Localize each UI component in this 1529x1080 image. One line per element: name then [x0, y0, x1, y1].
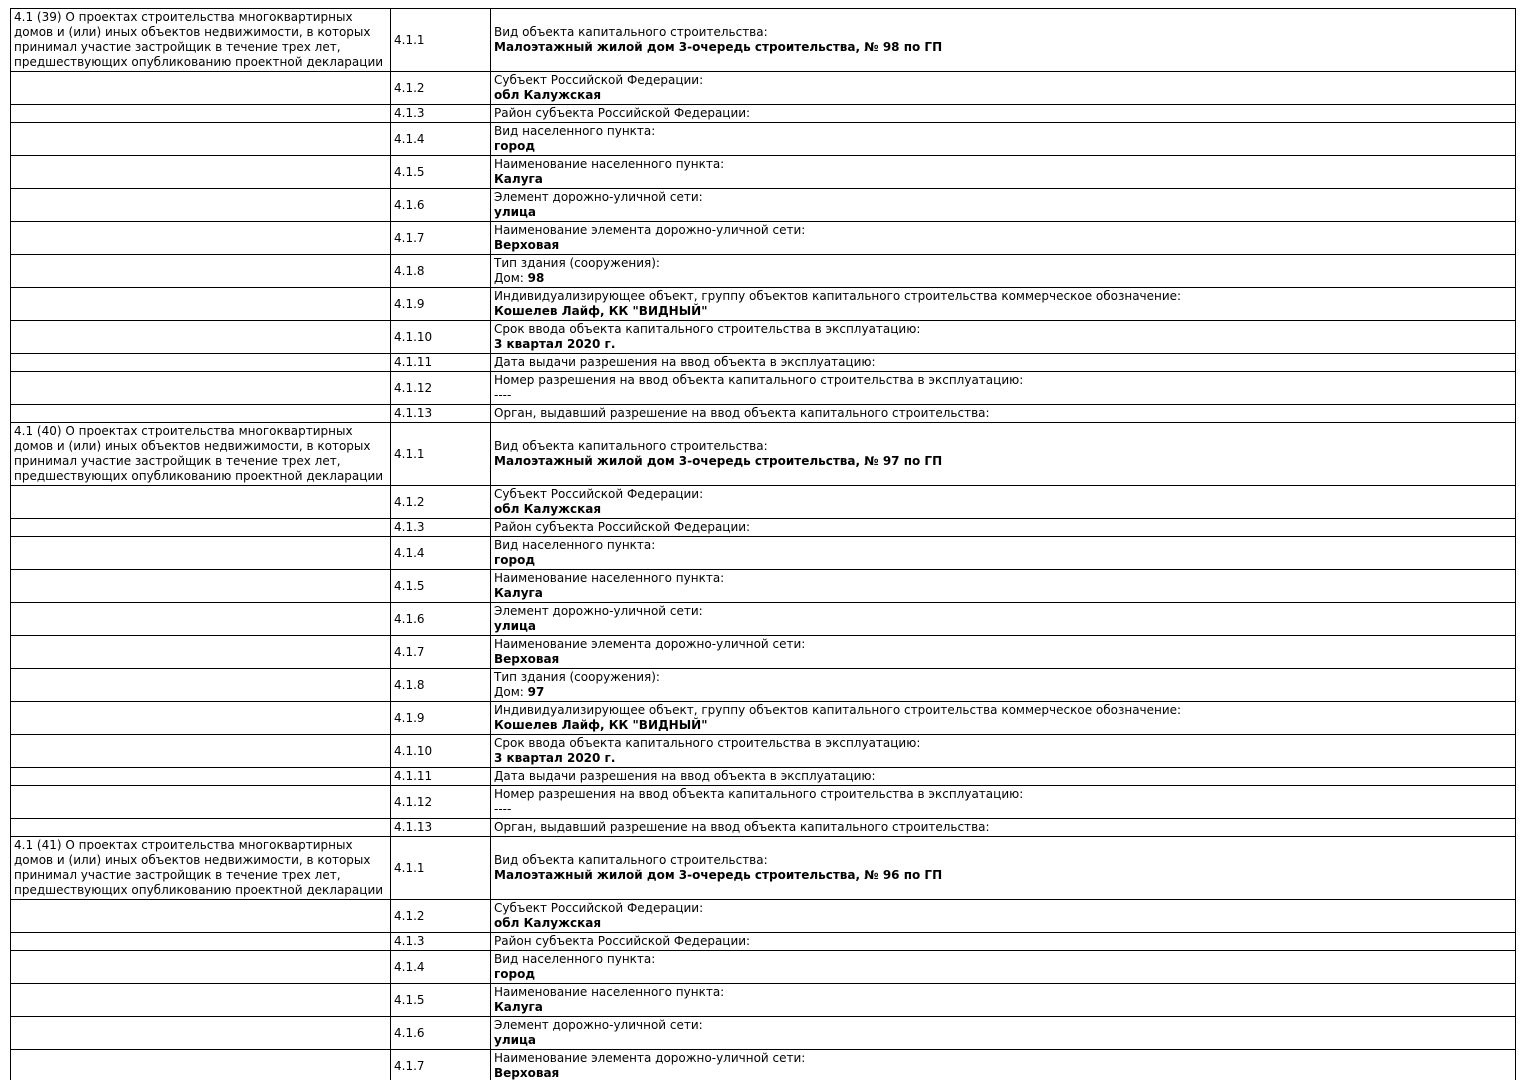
- section-description-empty-cell: [11, 603, 391, 636]
- section-description-empty-cell: [11, 951, 391, 984]
- section-description-cell: 4.1 (41) О проектах строительства многоквартирных домов и (или) иных объектов недвижимости, в которых принимал участие застройщик в течение трех лет, предшествующих опубликованию проектной декларации: [11, 837, 391, 900]
- table-row: [11, 669, 1516, 702]
- section-description-empty-cell: [11, 702, 391, 735]
- table-row: [11, 423, 1516, 486]
- field-value: ----: [494, 802, 512, 816]
- table-row: [11, 636, 1516, 669]
- row-code-cell: 4.1.2: [391, 900, 491, 933]
- field-value: [494, 271, 1512, 286]
- field-label: Вид населенного пункта:: [494, 124, 656, 138]
- table-row: [11, 9, 1516, 72]
- field-label: Номер разрешения на ввод объекта капитального строительства в эксплуатацию:: [494, 787, 1024, 801]
- field-cell: [491, 837, 1516, 900]
- field-cell: [491, 405, 1516, 423]
- table-row: [11, 702, 1516, 735]
- declaration-table-body: [11, 9, 1516, 1080]
- field-label: Дата выдачи разрешения на ввод объекта в эксплуатацию:: [494, 355, 876, 369]
- row-code-cell: 4.1.3: [391, 105, 491, 123]
- table-row: [11, 735, 1516, 768]
- field-label: Орган, выдавший разрешение на ввод объекта капитального строительства:: [494, 406, 990, 420]
- field-cell: [491, 9, 1516, 72]
- section-description-empty-cell: [11, 1050, 391, 1080]
- row-code-cell: 4.1.9: [391, 702, 491, 735]
- table-row: [11, 156, 1516, 189]
- field-cell: [491, 636, 1516, 669]
- field-label: Вид населенного пункта:: [494, 538, 656, 552]
- row-code-cell: 4.1.10: [391, 735, 491, 768]
- field-value: Кошелев Лайф, КК "ВИДНЫЙ": [494, 304, 708, 318]
- field-cell: [491, 537, 1516, 570]
- field-label: Вид объекта капитального строительства:: [494, 439, 768, 453]
- section-description-empty-cell: [11, 786, 391, 819]
- row-code-cell: 4.1.2: [391, 486, 491, 519]
- row-code-cell: 4.1.8: [391, 255, 491, 288]
- field-value: Малоэтажный жилой дом 3-очередь строительства, № 96 по ГП: [494, 868, 943, 882]
- field-value: Малоэтажный жилой дом 3-очередь строительства, № 98 по ГП: [494, 40, 943, 54]
- row-code-cell: 4.1.5: [391, 156, 491, 189]
- field-cell: [491, 519, 1516, 537]
- section-description-cell: 4.1 (39) О проектах строительства многоквартирных домов и (или) иных объектов недвижимости, в которых принимал участие застройщик в течение трех лет, предшествующих опубликованию проектной декларации: [11, 9, 391, 72]
- field-label: Субъект Российской Федерации:: [494, 73, 704, 87]
- table-row: [11, 372, 1516, 405]
- field-cell: [491, 423, 1516, 486]
- section-description-empty-cell: [11, 222, 391, 255]
- field-label: Тип здания (сооружения):: [494, 256, 660, 270]
- section-description-empty-cell: [11, 735, 391, 768]
- table-row: [11, 486, 1516, 519]
- field-cell: [491, 786, 1516, 819]
- row-code-cell: 4.1.10: [391, 321, 491, 354]
- field-label: Район субъекта Российской Федерации:: [494, 934, 751, 948]
- field-value: улица: [494, 619, 537, 633]
- table-row: [11, 786, 1516, 819]
- table-row: [11, 288, 1516, 321]
- field-value: улица: [494, 1033, 537, 1047]
- field-cell: [491, 189, 1516, 222]
- field-cell: [491, 951, 1516, 984]
- field-value: Калуга: [494, 1000, 543, 1014]
- section-description-empty-cell: [11, 768, 391, 786]
- section-description-empty-cell: [11, 255, 391, 288]
- field-label: Наименование элемента дорожно-уличной сети:: [494, 637, 806, 651]
- row-code-cell: 4.1.4: [391, 123, 491, 156]
- section-description-empty-cell: [11, 819, 391, 837]
- section-description-empty-cell: [11, 123, 391, 156]
- field-value-prefix: Дом:: [494, 271, 528, 285]
- field-label: Индивидуализирующее объект, группу объектов капитального строительства коммерческое обозначение:: [494, 289, 1182, 303]
- field-label: Индивидуализирующее объект, группу объектов капитального строительства коммерческое обозначение:: [494, 703, 1182, 717]
- section-description-empty-cell: [11, 984, 391, 1017]
- field-label: Вид объекта капитального строительства:: [494, 853, 768, 867]
- field-value: обл Калужская: [494, 916, 602, 930]
- field-value: 3 квартал 2020 г.: [494, 337, 616, 351]
- row-code-cell: 4.1.6: [391, 1017, 491, 1050]
- field-cell: [491, 321, 1516, 354]
- table-row: [11, 537, 1516, 570]
- field-cell: [491, 486, 1516, 519]
- row-code-cell: 4.1.3: [391, 933, 491, 951]
- project-declaration-table: [10, 8, 1516, 1080]
- field-cell: [491, 984, 1516, 1017]
- section-description-empty-cell: [11, 105, 391, 123]
- row-code-cell: 4.1.5: [391, 570, 491, 603]
- table-row: [11, 768, 1516, 786]
- section-description-empty-cell: [11, 288, 391, 321]
- field-cell: [491, 1050, 1516, 1080]
- table-row: [11, 951, 1516, 984]
- field-value: Малоэтажный жилой дом 3-очередь строительства, № 97 по ГП: [494, 454, 943, 468]
- section-description-empty-cell: [11, 354, 391, 372]
- row-code-cell: 4.1.7: [391, 1050, 491, 1080]
- field-value: Верховая: [494, 238, 560, 252]
- table-row: [11, 405, 1516, 423]
- table-row: [11, 255, 1516, 288]
- row-code-cell: 4.1.8: [391, 669, 491, 702]
- table-row: [11, 321, 1516, 354]
- section-description-empty-cell: [11, 933, 391, 951]
- field-value-number: 97: [527, 685, 545, 699]
- field-cell: [491, 372, 1516, 405]
- field-label: Субъект Российской Федерации:: [494, 901, 704, 915]
- field-label: Вид населенного пункта:: [494, 952, 656, 966]
- section-description-empty-cell: [11, 321, 391, 354]
- field-cell: [491, 72, 1516, 105]
- field-cell: [491, 354, 1516, 372]
- row-code-cell: 4.1.1: [391, 837, 491, 900]
- field-label: Наименование элемента дорожно-уличной сети:: [494, 1051, 806, 1065]
- section-description-empty-cell: [11, 1017, 391, 1050]
- section-description-empty-cell: [11, 189, 391, 222]
- row-code-cell: 4.1.9: [391, 288, 491, 321]
- table-row: [11, 105, 1516, 123]
- row-code-cell: 4.1.6: [391, 603, 491, 636]
- section-description-empty-cell: [11, 72, 391, 105]
- field-cell: [491, 1017, 1516, 1050]
- row-code-cell: 4.1.4: [391, 951, 491, 984]
- field-value: Калуга: [494, 172, 543, 186]
- row-code-cell: 4.1.5: [391, 984, 491, 1017]
- row-code-cell: 4.1.13: [391, 819, 491, 837]
- table-row: [11, 837, 1516, 900]
- table-row: [11, 222, 1516, 255]
- table-row: [11, 603, 1516, 636]
- field-label: Элемент дорожно-уличной сети:: [494, 1018, 703, 1032]
- field-value: 3 квартал 2020 г.: [494, 751, 616, 765]
- section-description-empty-cell: [11, 900, 391, 933]
- field-cell: [491, 735, 1516, 768]
- field-value: город: [494, 967, 536, 981]
- field-cell: [491, 570, 1516, 603]
- field-value: Верховая: [494, 1066, 560, 1080]
- table-row: [11, 189, 1516, 222]
- field-value: обл Калужская: [494, 502, 602, 516]
- field-label: Район субъекта Российской Федерации:: [494, 520, 751, 534]
- table-row: [11, 933, 1516, 951]
- field-value: обл Калужская: [494, 88, 602, 102]
- field-label: Наименование элемента дорожно-уличной сети:: [494, 223, 806, 237]
- row-code-cell: 4.1.13: [391, 405, 491, 423]
- table-row: [11, 570, 1516, 603]
- field-value: Кошелев Лайф, КК "ВИДНЫЙ": [494, 718, 708, 732]
- field-value-number: 98: [527, 271, 545, 285]
- table-row: [11, 900, 1516, 933]
- section-description-empty-cell: [11, 405, 391, 423]
- field-value: город: [494, 553, 536, 567]
- field-cell: [491, 222, 1516, 255]
- field-label: Район субъекта Российской Федерации:: [494, 106, 751, 120]
- field-label: Срок ввода объекта капитального строительства в эксплуатацию:: [494, 322, 921, 336]
- row-code-cell: 4.1.1: [391, 423, 491, 486]
- field-label: Элемент дорожно-уличной сети:: [494, 604, 703, 618]
- field-label: Тип здания (сооружения):: [494, 670, 660, 684]
- row-code-cell: 4.1.6: [391, 189, 491, 222]
- table-row: [11, 819, 1516, 837]
- row-code-cell: 4.1.2: [391, 72, 491, 105]
- field-value: ----: [494, 388, 512, 402]
- section-description-cell: 4.1 (40) О проектах строительства многоквартирных домов и (или) иных объектов недвижимости, в которых принимал участие застройщик в течение трех лет, предшествующих опубликованию проектной декларации: [11, 423, 391, 486]
- field-cell: [491, 288, 1516, 321]
- section-description-empty-cell: [11, 372, 391, 405]
- field-cell: [491, 669, 1516, 702]
- field-label: Наименование населенного пункта:: [494, 571, 725, 585]
- table-row: [11, 354, 1516, 372]
- field-value: [494, 685, 1512, 700]
- field-value: город: [494, 139, 536, 153]
- field-value: улица: [494, 205, 537, 219]
- section-description-empty-cell: [11, 156, 391, 189]
- table-row: [11, 123, 1516, 156]
- field-label: Субъект Российской Федерации:: [494, 487, 704, 501]
- row-code-cell: 4.1.4: [391, 537, 491, 570]
- table-row: [11, 984, 1516, 1017]
- field-label: Дата выдачи разрешения на ввод объекта в эксплуатацию:: [494, 769, 876, 783]
- field-cell: [491, 603, 1516, 636]
- row-code-cell: 4.1.11: [391, 354, 491, 372]
- field-cell: [491, 702, 1516, 735]
- row-code-cell: 4.1.12: [391, 786, 491, 819]
- field-label: Срок ввода объекта капитального строительства в эксплуатацию:: [494, 736, 921, 750]
- field-label: Номер разрешения на ввод объекта капитального строительства в эксплуатацию:: [494, 373, 1024, 387]
- field-cell: [491, 900, 1516, 933]
- field-value: Калуга: [494, 586, 543, 600]
- section-description-empty-cell: [11, 636, 391, 669]
- row-code-cell: 4.1.7: [391, 636, 491, 669]
- table-row: [11, 519, 1516, 537]
- field-cell: [491, 123, 1516, 156]
- field-cell: [491, 819, 1516, 837]
- field-label: Вид объекта капитального строительства:: [494, 25, 768, 39]
- field-cell: [491, 933, 1516, 951]
- field-cell: [491, 255, 1516, 288]
- field-value-prefix: Дом:: [494, 685, 528, 699]
- field-label: Орган, выдавший разрешение на ввод объекта капитального строительства:: [494, 820, 990, 834]
- section-description-empty-cell: [11, 570, 391, 603]
- row-code-cell: 4.1.11: [391, 768, 491, 786]
- table-row: [11, 1017, 1516, 1050]
- field-label: Наименование населенного пункта:: [494, 157, 725, 171]
- field-value: Верховая: [494, 652, 560, 666]
- field-cell: [491, 156, 1516, 189]
- field-cell: [491, 768, 1516, 786]
- table-row: [11, 72, 1516, 105]
- table-row: [11, 1050, 1516, 1080]
- row-code-cell: 4.1.1: [391, 9, 491, 72]
- section-description-empty-cell: [11, 486, 391, 519]
- row-code-cell: 4.1.3: [391, 519, 491, 537]
- row-code-cell: 4.1.12: [391, 372, 491, 405]
- row-code-cell: 4.1.7: [391, 222, 491, 255]
- field-label: Элемент дорожно-уличной сети:: [494, 190, 703, 204]
- section-description-empty-cell: [11, 537, 391, 570]
- field-label: Наименование населенного пункта:: [494, 985, 725, 999]
- section-description-empty-cell: [11, 669, 391, 702]
- field-cell: [491, 105, 1516, 123]
- section-description-empty-cell: [11, 519, 391, 537]
